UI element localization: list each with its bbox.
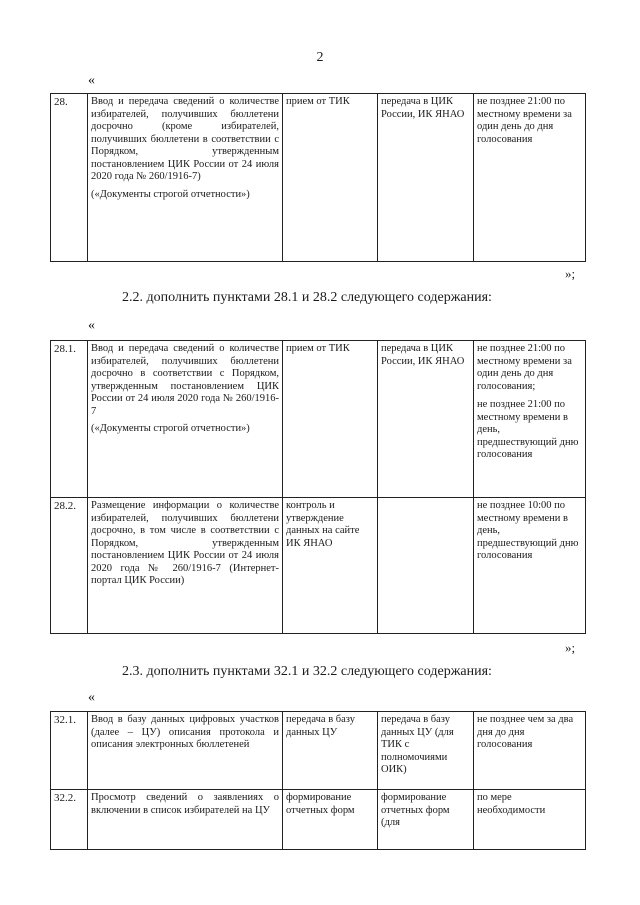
table-row — [51, 498, 586, 634]
item-action: формирование отчетных форм — [283, 790, 378, 850]
quote-open-3: « — [88, 690, 95, 705]
item-transfer — [378, 498, 474, 634]
quote-open-1: « — [88, 73, 95, 88]
item-description: Просмотр сведений о заявлениях о включении в список избирателей на ЦУ — [88, 790, 283, 850]
item-description: Ввод в базу данных цифровых участков (далее – ЦУ) описания протокола и описания электронных бюллетеней — [88, 712, 283, 790]
table-row — [51, 712, 586, 790]
table-items-32-1-32-2 — [50, 711, 586, 850]
item-transfer: передача в ЦИК России, ИК ЯНАО — [378, 341, 474, 498]
item-number: 28.1. — [51, 341, 88, 498]
item-deadline: не позднее 10:00 по местному времени в день, предшествующий дню голосования — [474, 498, 586, 634]
table-items-28-1-28-2 — [50, 340, 586, 634]
table-row — [51, 341, 586, 498]
item-number: 32.1. — [51, 712, 88, 790]
item-deadline: по мере необходимости — [474, 790, 586, 850]
quote-open-2: « — [88, 318, 95, 333]
item-description — [88, 94, 283, 262]
table-row — [51, 94, 586, 262]
item-action: контроль и утверждение данных на сайте ИК ЯНАО — [283, 498, 378, 634]
item-action: прием от ТИК — [283, 341, 378, 498]
item-action: прием от ТИК — [283, 94, 378, 262]
quote-close-2: »; — [565, 640, 576, 655]
page-number: 2 — [316, 50, 324, 65]
item-number: 28. — [51, 94, 88, 262]
paragraph-2-2: 2.2. дополнить пунктами 28.1 и 28.2 следующего содержания: — [122, 290, 492, 305]
item-action: передача в базу данных ЦУ — [283, 712, 378, 790]
item-transfer: формирование отчетных форм (для — [378, 790, 474, 850]
item-transfer: передача в ЦИК России, ИК ЯНАО — [378, 94, 474, 262]
table-item-28 — [50, 93, 586, 262]
item-number: 32.2. — [51, 790, 88, 850]
item-deadline: не позднее 21:00 по местному времени за один день до дня голосования — [474, 94, 586, 262]
item-deadline — [474, 341, 586, 498]
item-deadline-text-2: не позднее 21:00 по местному времени в день, предшествующий дню голосования — [477, 399, 579, 460]
item-description-text: Ввод и передача сведений о количестве избирателей, получивших бюллетени досрочно (кроме избирателей, получивших бюллетени в соответствии с Порядком, утвержденным постановлением ЦИК России от 24 июля 2020 года № 260/1916-7) — [91, 96, 279, 182]
item-description-note: («Документы строгой отчетности») — [91, 423, 250, 434]
item-transfer: передача в базу данных ЦУ (для ТИК с полномочиями ОИК) — [378, 712, 474, 790]
item-description — [88, 341, 283, 498]
table-row — [51, 790, 586, 850]
item-deadline-text: не позднее 21:00 по местному времени за один день до дня голосования; — [477, 343, 572, 392]
paragraph-2-3: 2.3. дополнить пунктами 32.1 и 32.2 следующего содержания: — [122, 664, 492, 679]
item-deadline: не позднее чем за два дня до дня голосования — [474, 712, 586, 790]
item-number: 28.2. — [51, 498, 88, 634]
item-description: Размещение информации о количестве избирателей, получивших бюллетени досрочно, в том числе в соответствии с Порядком, утвержденным постановлением ЦИК России от 24 июля 2020 года № 260/1916-7 (Интернет-портал ЦИК России) — [88, 498, 283, 634]
quote-close-1: »; — [565, 266, 576, 281]
item-description-text: Ввод и передача сведений о количестве избирателей, получивших бюллетени досрочно в соответствии с Порядком, утвержденным постановлением ЦИК России от 24 июля 2020 года № 260/1916-7 — [91, 343, 279, 417]
item-description-note: («Документы строгой отчетности») — [91, 188, 250, 200]
